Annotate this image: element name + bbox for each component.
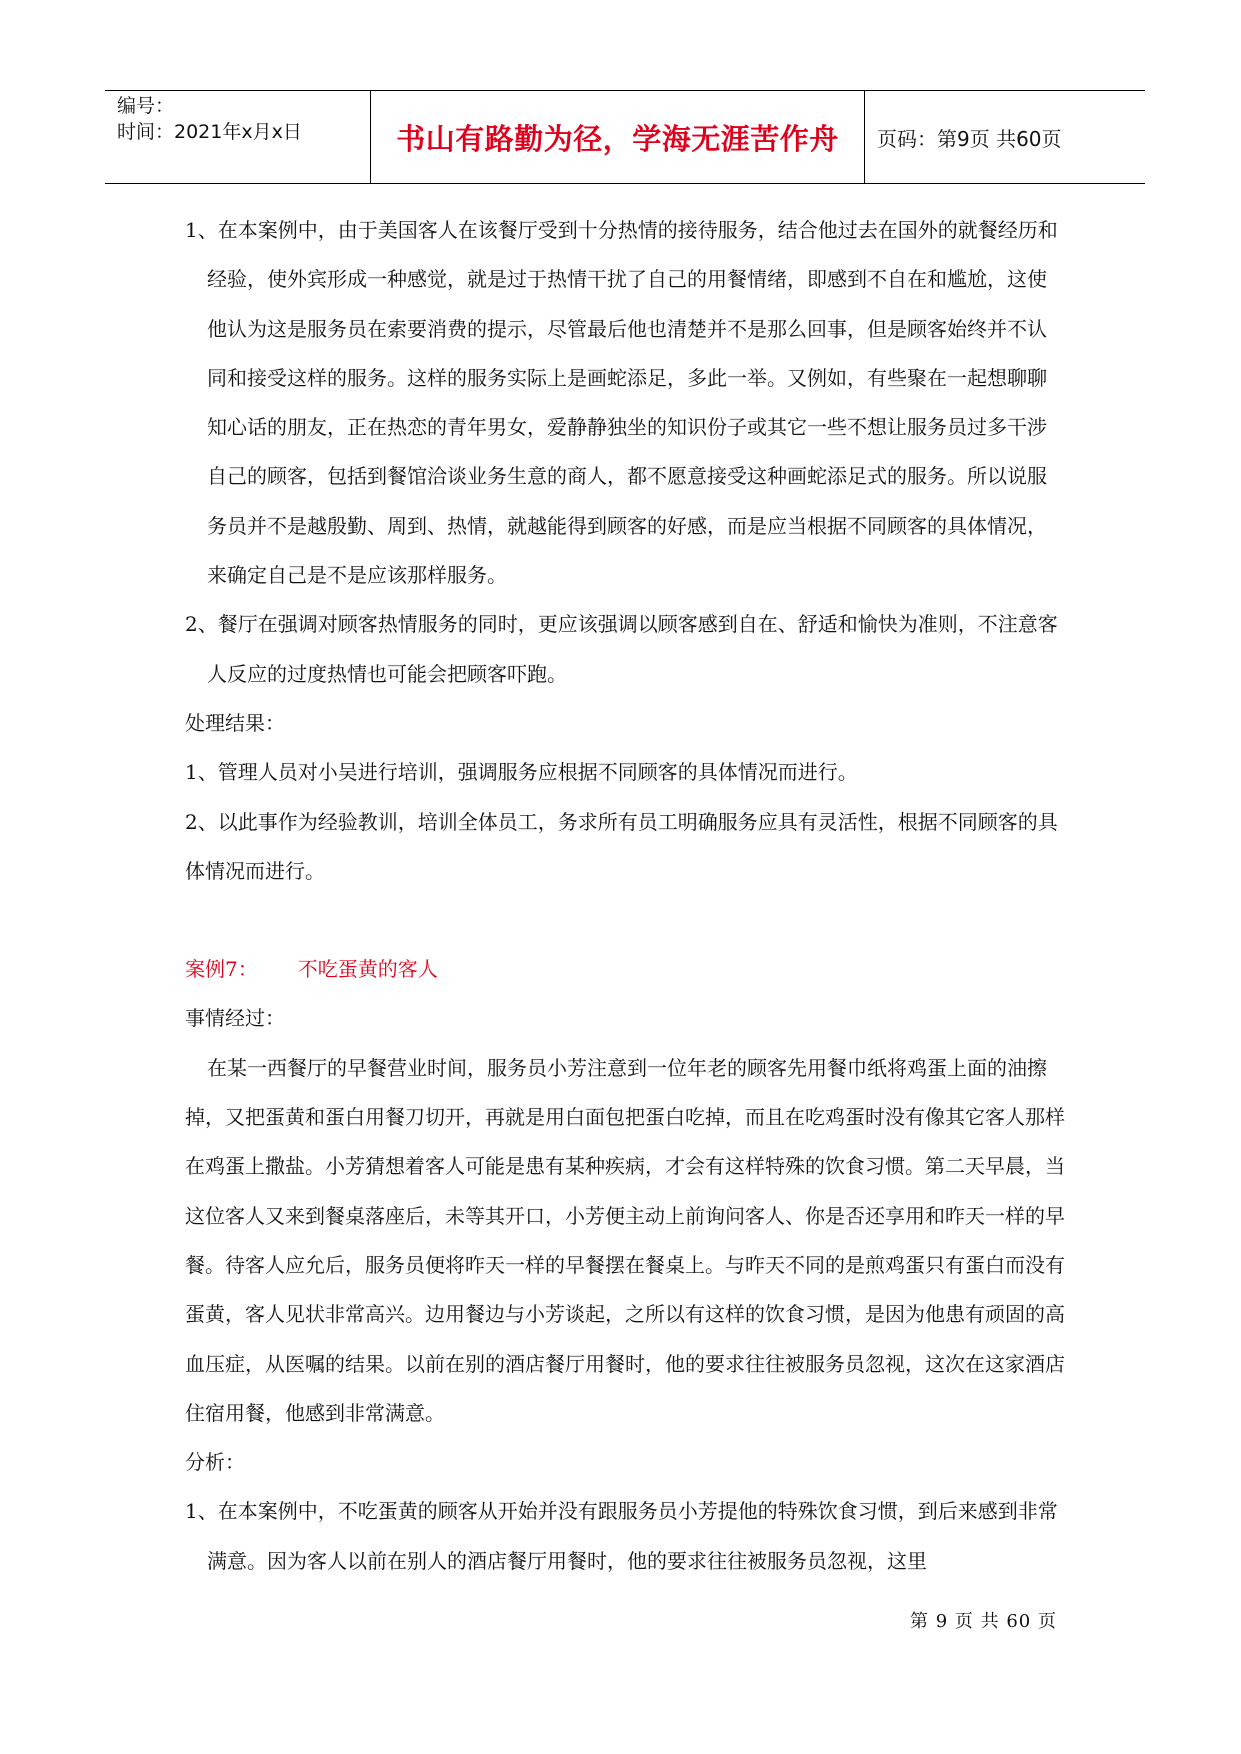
header-page-cell (865, 91, 1145, 183)
header-page-label: 页码：第9页 共60页 (877, 126, 1062, 151)
case-title: 不吃蛋黄的客人 (297, 957, 438, 982)
document-time-label: 时间：2021年x月x日 (117, 121, 302, 143)
document-body (185, 206, 1065, 1586)
page-footer: 第 9 页 共 60 页 (910, 1611, 1057, 1632)
analysis-item-2: 2、餐厅在强调对顾客热情服务的同时，更应该强调以顾客感到自在、舒适和愉快为准则，不注意客人反应的过度热情也可能会把顾客吓跑。 (185, 612, 1058, 686)
analysis-item-1: 1、在本案例中，由于美国客人在该餐厅受到十分热情的接待服务，结合他过去在国外的就餐经历和经验，使外宾形成一种感觉，就是过于热情干扰了自己的用餐情绪，即感到不自在和尴尬，这使他认为这是服务员在索要消费的提示，尽管最后他也清楚并不是那么回事，但是顾客始终并不认同和接受这样的服务。这样的服务实际上是画蛇添足，多此一举。又例如，有些聚在一起想聊聊知心话的朋友，正在热恋的青年男女，爱静静独坐的知识份子或其它一些不想让服务员过多干涉自己的顾客，包括到餐馆洽谈业务生意的商人，都不愿意接受这种画蛇添足式的服务。所以说服务员并不是越殷勤、周到、热情，就越能得到顾客的好感，而是应当根据不同顾客的具体情况，来确定自己是不是应该那样服务。 (185, 218, 1058, 588)
analysis-heading: 分析： (185, 1450, 245, 1475)
section-spacer (185, 896, 1065, 945)
result-item-1: 1、管理人员对小吴进行培训，强调服务应根据不同顾客的具体情况而进行。 (185, 760, 858, 785)
result-heading: 处理结果： (185, 710, 285, 735)
header-motto: 书山有路勤为径，学海无涯苦作舟 (396, 121, 839, 156)
page-header (105, 90, 1145, 184)
analysis2-item-1: 1、在本案例中，不吃蛋黄的顾客从开始并没有跟服务员小芳提他的特殊饮食习惯，到后来感到非常满意。因为客人以前在别人的酒店餐厅用餐时，他的要求往往被服务员忽视，这里 (185, 1499, 1058, 1573)
document-number-label: 编号： (117, 95, 175, 117)
event-text: 在某一西餐厅的早餐营业时间，服务员小芳注意到一位年老的顾客先用餐巾纸将鸡蛋上面的油擦掉，又把蛋黄和蛋白用餐刀切开，再就是用白面包把蛋白吃掉，而且在吃鸡蛋时没有像其它客人那样在鸡蛋上撒盐。小芳猜想着客人可能是患有某种疾病，才会有这样特殊的饮食习惯。第二天早晨，当这位客人又来到餐桌落座后，未等其开口，小芳便主动上前询问客人、你是否还享用和昨天一样的早餐。待客人应允后，服务员便将昨天一样的早餐摆在餐桌上。与昨天不同的是煎鸡蛋只有蛋白而没有蛋黄，客人见状非常高兴。边用餐边与小芳谈起，之所以有这样的饮食习惯，是因为他患有顽固的高血压症，从医嘱的结果。以前在别的酒店餐厅用餐时，他的要求往往被服务员忽视，这次在这家酒店住宿用餐，他感到非常满意。 (185, 1055, 1065, 1425)
event-heading: 事情经过： (185, 1006, 285, 1031)
header-motto-cell (370, 91, 865, 183)
result-item-2: 2、以此事作为经验教训，培训全体员工，务求所有员工明确服务应具有灵活性，根据不同顾客的具体情况而进行。 (185, 809, 1058, 883)
header-meta (105, 91, 370, 183)
case-heading (185, 945, 1065, 994)
case-number: 案例7： (185, 957, 258, 982)
